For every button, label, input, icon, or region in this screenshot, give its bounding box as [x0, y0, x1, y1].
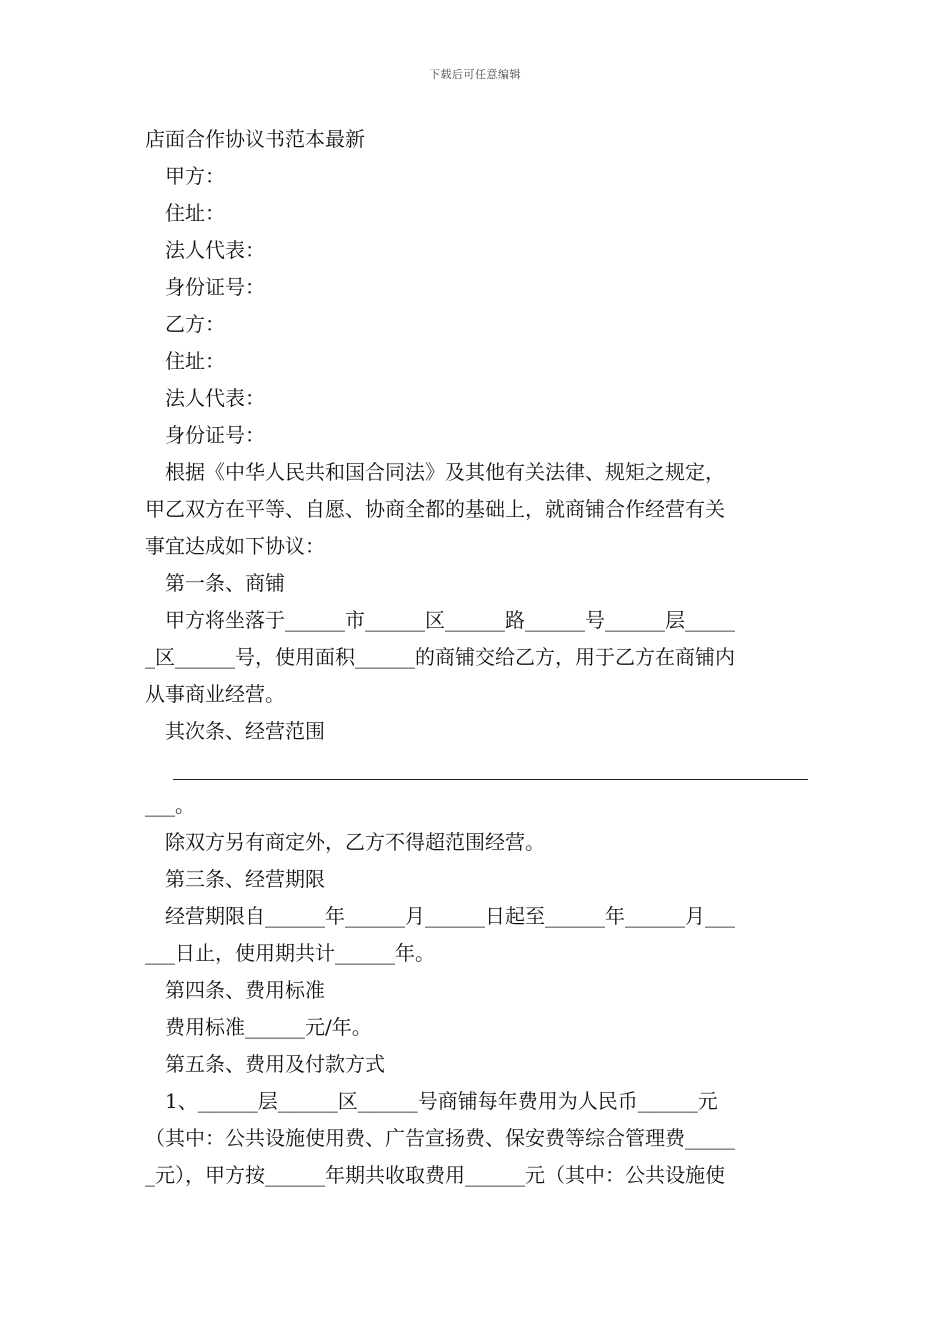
party-b-address: 住址：: [165, 349, 225, 373]
article-1-line: _区______号，使用面积______的商铺交给乙方，用于乙方在商铺内: [145, 645, 735, 669]
article-2-tail: ___。: [145, 793, 195, 817]
party-b-legal-rep: 法人代表：: [165, 386, 265, 410]
party-a-address: 住址：: [165, 201, 225, 225]
business-scope-blank-line: [145, 750, 810, 787]
article-3-line: ___日止，使用期共计______年。: [145, 941, 435, 965]
party-a-legal-rep: 法人代表：: [165, 238, 265, 262]
party-a-id-no: 身份证号：: [165, 275, 265, 299]
document-title: 店面合作协议书范本最新: [145, 127, 365, 151]
article-5-line: 1、______层______区______号商铺每年费用为人民币______元: [165, 1089, 718, 1113]
page-header-note: 下载后可任意编辑: [429, 68, 521, 81]
article-4-line: 费用标准______元/年。: [165, 1015, 372, 1039]
article-2-note: 除双方另有商定外，乙方不得超范围经营。: [165, 830, 545, 854]
blank-underline: [173, 779, 808, 780]
article-5-line: （其中：公共设施使用费、广告宣扬费、保安费等综合管理费_____: [145, 1126, 735, 1150]
party-b-label: 乙方：: [165, 312, 225, 336]
preamble-line: 甲乙双方在平等、自愿、协商全都的基础上，就商铺合作经营有关: [145, 497, 725, 521]
article-1-line: 从事商业经营。: [145, 682, 285, 706]
article-2-heading: 其次条、经营范围: [165, 719, 325, 743]
party-a-label: 甲方：: [165, 164, 225, 188]
article-1-heading: 第一条、商铺: [165, 571, 285, 595]
preamble-line: 根据《中华人民共和国合同法》及其他有关法律、规矩之规定，: [165, 460, 725, 484]
party-b-id-no: 身份证号：: [165, 423, 265, 447]
article-5-heading: 第五条、费用及付款方式: [165, 1052, 385, 1076]
article-3-heading: 第三条、经营期限: [165, 867, 325, 891]
article-5-line: _元），甲方按______年期共收取费用______元（其中：公共设施使: [145, 1163, 725, 1187]
article-1-line: 甲方将坐落于______市______区______路______号______层_____: [165, 608, 735, 632]
document-body: [145, 121, 810, 1194]
article-3-line: 经营期限自______年______月______日起至______年______月___: [165, 904, 735, 928]
article-4-heading: 第四条、费用标准: [165, 978, 325, 1002]
preamble-line: 事宜达成如下协议：: [145, 534, 325, 558]
